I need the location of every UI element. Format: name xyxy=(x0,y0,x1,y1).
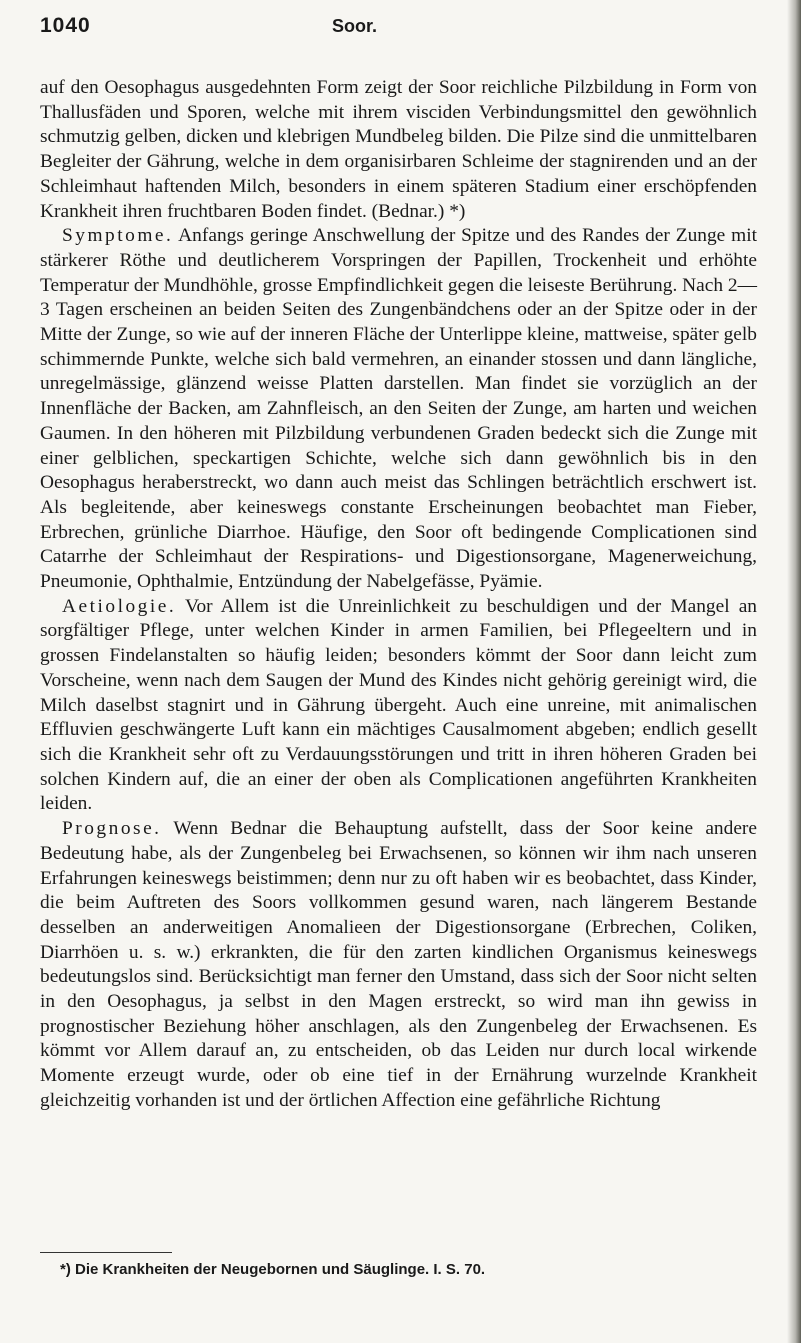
paragraph-symptome xyxy=(40,224,757,595)
paragraph-text: Wenn Bednar die Behauptung aufstellt, dass der Soor keine andere Bedeutung habe, als der Zungenbeleg bei Erwachsenen, so können wir ihm nach unseren Erfahrungen keineswegs beistimmen; denn nur zu oft haben wir es beobachtet, dass Kinder, die beim Auftreten des Soors vollkommen gesund waren, nach längerem Bestande desselben an anderweitigen Anomalieen der Digestionsorgane (Erbrechen, Coliken, Diarrhöen u. s. w.) erkrankten, die für den zarten kindlichen Organismus keineswegs bedeutungslos sind. Berücksichtigt man ferner den Umstand, dass sich der Soor nicht selten in den Oesophagus, ja selbst in den Magen erstreckt, so wird man ihn gewiss in prognostischer Beziehung höher anschlagen, als den Zungenbeleg der Erwachsenen. Es kömmt vor Allem darauf an, zu entscheiden, ob das Leiden nur durch local wirkende Momente erzeugt wurde, oder ob eine tief in der Ernährung wurzelnde Krankheit gleichzeitig vorhanden ist und der örtlichen Affection eine gefährliche Richtung xyxy=(40,818,757,1111)
running-title: Soor. xyxy=(332,16,378,36)
page-edge-shadow xyxy=(787,0,801,1343)
section-heading-aetiologie: Aetiologie. xyxy=(62,595,177,617)
paragraph-text: auf den Oesophagus ausgedehnten Form zeigt der Soor reichliche Pilzbildung in Form von Thallusfäden und Sporen, welche mit ihrem visciden Verbindungsmittel den gewöhnlich schmutzig gelben, dicken und klebrigen Mundbeleg bilden. Die Pilze sind die unmittelbaren Begleiter der Gährung, welche in dem organisirbaren Schleime der stagnirenden und an der Schleimhaut haftenden Milch, besonders in einem späteren Stadium einer erschöpfenden Krankheit ihren fruchtbaren Boden findet. (Bednar.) *) xyxy=(40,77,757,222)
page-header xyxy=(40,14,752,44)
paragraph-text: Anfangs geringe Anschwellung der Spitze und des Randes der Zunge mit stärkerer Röthe und deutlicherem Vorspringen der Papillen, Trockenheit und erhöhte Temperatur der Mundhöhle, grosse Empfindlichkeit gegen die leiseste Berührung. Nach 2—3 Tagen erscheinen an beiden Seiten des Zungenbändchens oder an der Spitze oder in der Mitte der Zunge, so wie auf der inneren Fläche der Unterlippe kleine, mattweise, später gelb schimmernde Punkte, welche sich bald vermehren, an einander stossen und dann längliche, unregelmässige, glänzend weisse Platten darstellen. Man findet sie vorzüglich an der Innenfläche der Backen, am Zahnfleisch, an den Seiten der Zunge, am harten und weichen Gaumen. In den höheren mit Pilzbildung verbundenen Graden bedeckt sich die Zunge mit einer gelblichen, speckartigen Schichte, welche sich dann gewöhnlich bis in den Oesophagus heraberstreckt, wo dann auch meist das Schlingen beträchtlich erschwert ist. Als begleitende, aber keineswegs constante Erscheinungen beobachtet man Fieber, Erbrechen, grünliche Diarrhoe. Häufige, den Soor oft bedingende Complicationen sind Catarrhe der Schleimhaut der Respirations- und Digestionsorgane, Magenerweichung, Pneumonie, Ophthalmie, Entzündung der Nabelgefässe, Pyämie. xyxy=(40,225,757,593)
paragraph-prognose xyxy=(40,817,757,1113)
footnote: *) Die Krankheiten der Neugebornen und Säuglinge. I. S. 70. xyxy=(60,1261,486,1278)
paragraph-intro xyxy=(40,76,757,224)
section-heading-symptome: Symptome. xyxy=(62,225,174,247)
section-heading-prognose: Prognose. xyxy=(62,818,162,840)
paragraph-text: Vor Allem ist die Unreinlichkeit zu beschuldigen und der Mangel an sorgfältiger Pflege, unter welchen Kinder in armen Familien, bei Pflegeeltern und in grossen Findelanstalten so häufig leiden; besonders kömmt der Soor dann leicht zum Vorscheine, wenn nach dem Saugen der Mund des Kindes nicht gehörig gereinigt wird, die Milch daselbst stagnirt und in Gährung übergeht. Auch eine unreine, mit animalischen Effluvien geschwängerte Luft kann ein mächtiges Causalmoment abgeben; endlich gesellt sich die Krankheit sehr oft zu Verdauungsstörungen und tritt in ihren höheren Graden bei solchen Kindern auf, die an einer der oben als Complicationen angeführten Krankheiten leiden. xyxy=(40,595,757,815)
paragraph-aetiologie xyxy=(40,595,757,817)
footnote-divider xyxy=(40,1252,172,1253)
body-text xyxy=(40,76,757,1114)
page-number: 1040 xyxy=(40,14,91,37)
